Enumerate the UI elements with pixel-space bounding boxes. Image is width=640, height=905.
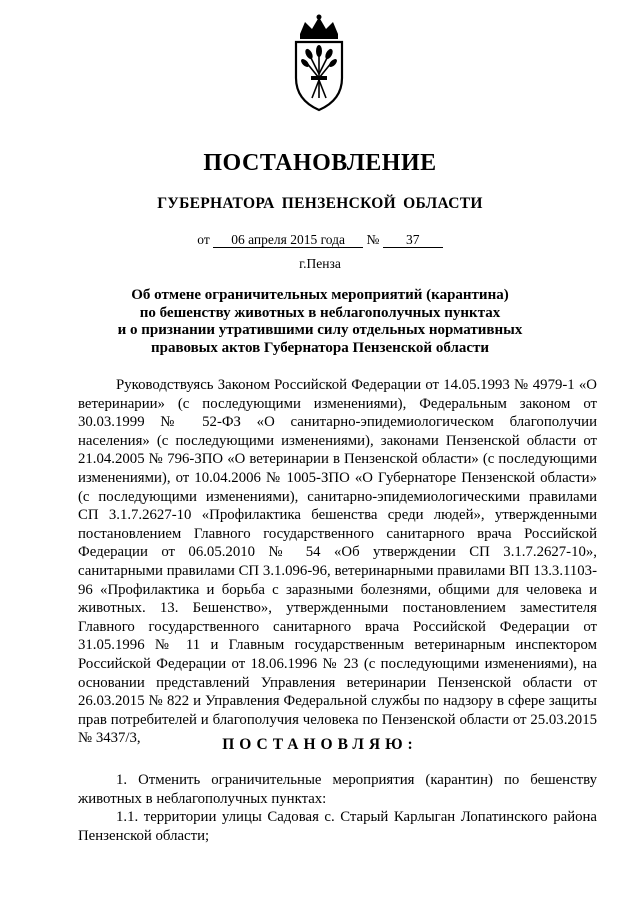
heading-line: и о признании утратившими силу отдельных нормативных <box>117 322 523 338</box>
document-heading <box>110 287 530 357</box>
decree-heading: ПОСТАНОВЛЯЮ: <box>222 736 418 753</box>
number-sign: № <box>366 232 380 247</box>
date-value: 06 апреля 2015 года <box>213 232 363 248</box>
decree-item: 1. Отменить ограничительные мероприятия (карантин) по бешенству животных в неблагополучных пунктах: <box>78 772 597 807</box>
city-label: г.Пенза <box>299 256 341 271</box>
number-value: 37 <box>383 232 443 248</box>
preamble-paragraph: Руководствуясь Законом Российской Федерации от 14.05.1993 № 4979-1 «О ветеринарии» (с последующими изменениями), Федеральным законом от 30.03.1999 № 52-ФЗ «О санитарно-эпидемиологическом благополучии населения» (с последующими изменениями), законами Пензенской области от 21.04.2005 № 796-ЗПО «О ветеринарии в Пензенской области» (с последующими изменениями), от 10.04.2006 № 1005-ЗПО «О Губернаторе Пензенской области» (с последующими изменениями), санитарно-эпидемиологическими правилами СП 3.1.7.2627-10 «Профилактика бешенства среди людей», утвержденными постановлением Главного государственного санитарного врача Российской Федерации от 06.05.2010 № 54 «Об утверждении СП 3.1.7.2627-10», санитарными правилами СП 3.1.096-96, ветеринарными правилами ВП 13.3.1103-96 «Профилактика и борьба с заразными болезнями, общими для человека и животных. 13. Бешенство», утвержденными постановлением заместителя Главного государственного санитарного врача Российской Федерации от 31.05.1996 № 11 и Главным государственным ветеринарным инспектором Российской Федерации от 18.06.1996 № 23 (с последующими изменениями), на основании представлений Управления ветеринарии Пензенской области от 26.03.2015 № 822 и Управления Федеральной службы по надзору в сфере защиты прав потребителей и благополучия человека по Пензенской области от 25.03.2015 № 3437/3, <box>78 377 597 747</box>
date-number-line <box>0 232 640 248</box>
date-prefix: от <box>197 232 210 247</box>
issuer-subtitle: ГУБЕРНАТОРА ПЕНЗЕНСКОЙ ОБЛАСТИ <box>157 195 483 212</box>
decree-item: 1.1. территории улицы Садовая с. Старый Карлыган Лопатинского района Пензенской области; <box>78 809 597 844</box>
heading-line: по бешенству животных в неблагополучных пунктах <box>139 304 501 321</box>
coat-of-arms-icon <box>288 14 350 114</box>
decree-items <box>78 771 597 845</box>
document-title: ПОСТАНОВЛЕНИЕ <box>203 150 437 176</box>
preamble-body <box>78 376 597 748</box>
heading-line: правовых актов Губернатора Пензенской области <box>150 339 490 356</box>
heading-line: Об отмене ограничительных мероприятий (карантина) <box>131 287 509 303</box>
